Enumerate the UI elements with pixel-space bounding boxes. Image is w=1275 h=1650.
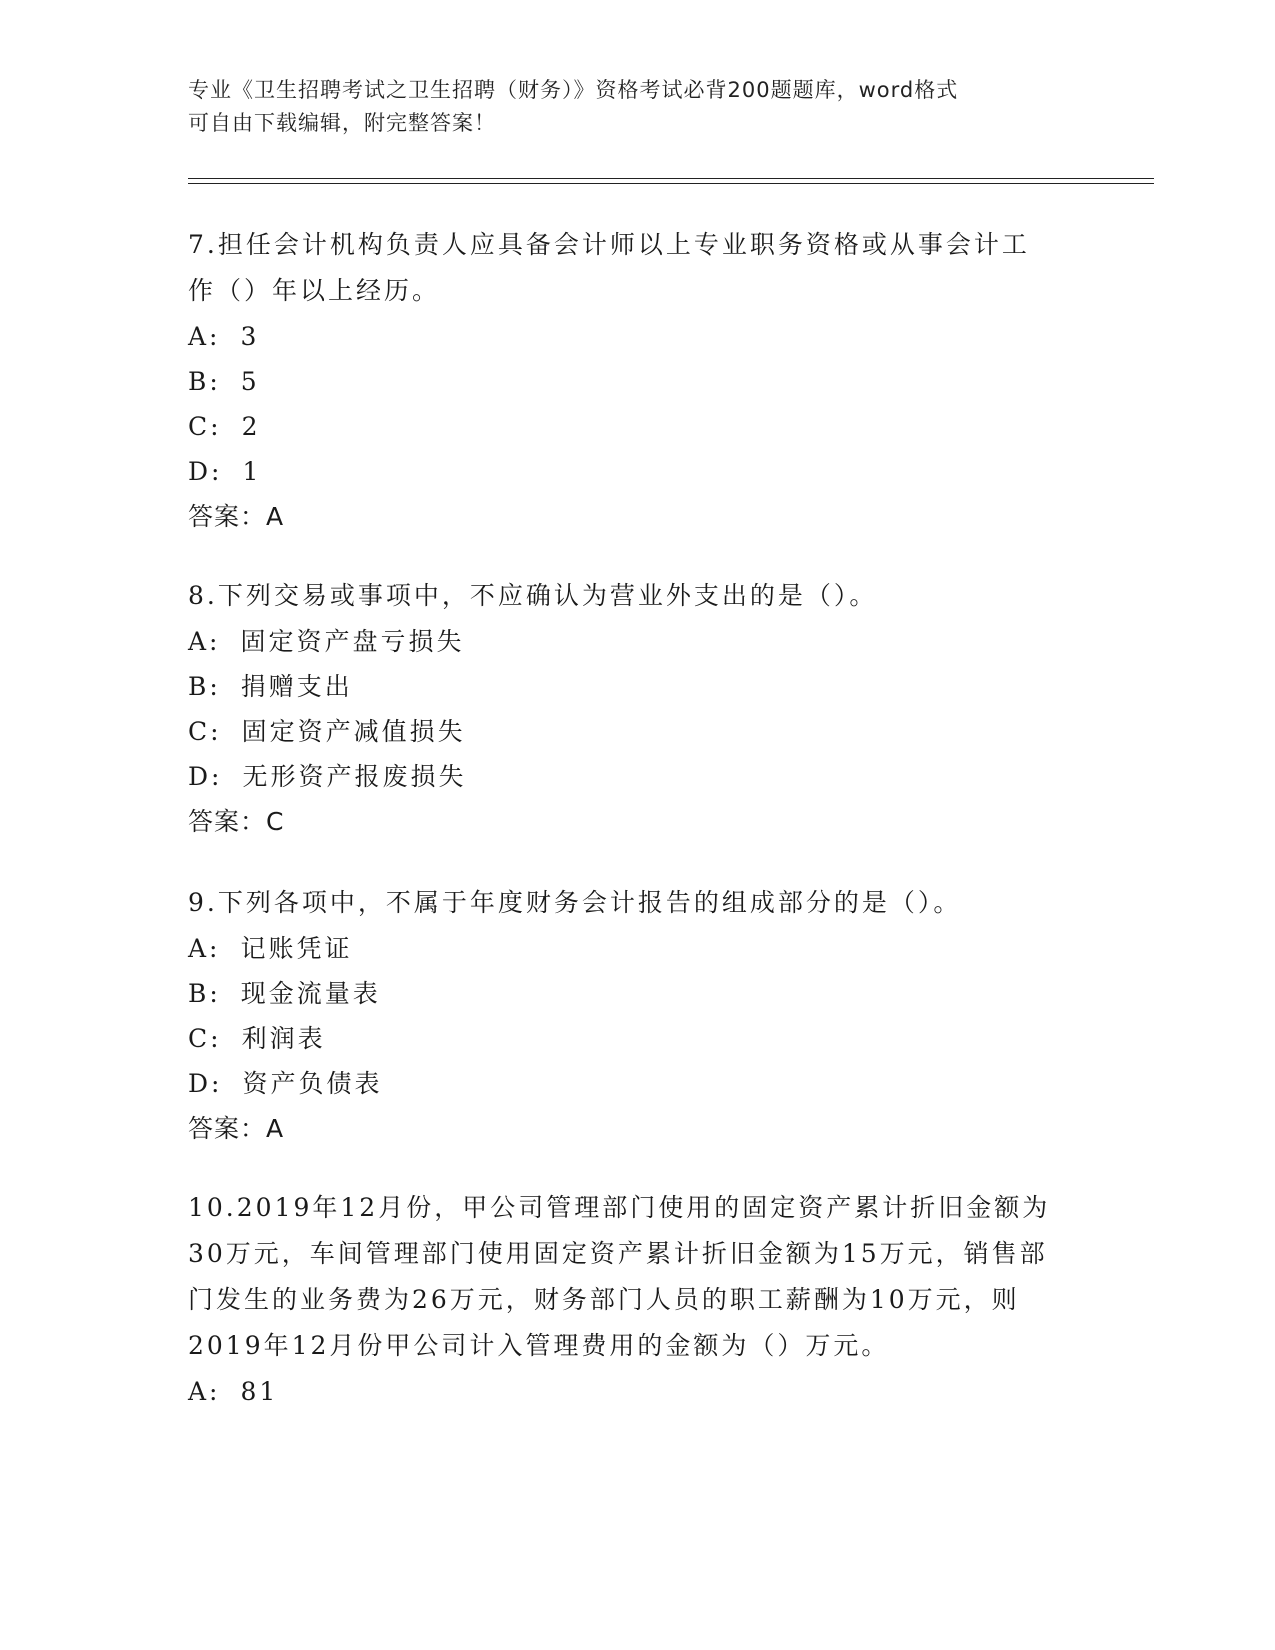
question-7 [188, 222, 1088, 539]
stem-line: 2019年12月份甲公司计入管理费用的金额为（）万元。 [188, 1331, 890, 1360]
stem-line: 8.下列交易或事项中，不应确认为营业外支出的是（）。 [188, 581, 878, 610]
option-letter: A: [188, 627, 221, 656]
option-c [188, 709, 1088, 754]
question-9 [188, 880, 1088, 1151]
option-a [188, 1369, 1088, 1414]
option-letter: B: [188, 672, 221, 701]
question-10 [188, 1185, 1088, 1414]
option-b [188, 971, 1088, 1016]
option-a [188, 619, 1088, 664]
option-letter: C: [188, 1024, 222, 1053]
option-text: 资产负债表 [242, 1069, 383, 1098]
header-line-2: 可自由下载编辑，附完整答案！ [188, 111, 496, 135]
option-text: 固定资产盘亏损失 [240, 627, 465, 656]
option-d [188, 1061, 1088, 1106]
answer-line: 答案：C [188, 807, 285, 836]
option-b [188, 359, 1088, 404]
option-text: 利润表 [241, 1024, 326, 1053]
option-d [188, 449, 1088, 494]
option-letter: C: [188, 412, 222, 441]
option-a [188, 926, 1088, 971]
question-stem [188, 1185, 1088, 1369]
option-letter: D: [188, 762, 223, 791]
option-letter: B: [188, 367, 221, 396]
option-text: 5 [240, 367, 260, 396]
stem-line: 7.担任会计机构负责人应具备会计师以上专业职务资格或从事会计工 [188, 230, 1030, 259]
stem-line: 9.下列各项中，不属于年度财务会计报告的组成部分的是（）。 [188, 888, 962, 917]
document-header [188, 74, 1088, 140]
header-divider-top [188, 178, 1154, 179]
option-letter: A: [188, 322, 221, 351]
option-text: 捐赠支出 [240, 672, 353, 701]
option-letter: C: [188, 717, 222, 746]
option-b [188, 664, 1088, 709]
option-text: 2 [241, 412, 261, 441]
stem-line: 作（）年以上经历。 [188, 276, 441, 305]
header-divider-bottom [188, 183, 1154, 184]
option-letter: B: [188, 979, 221, 1008]
option-a [188, 314, 1088, 359]
option-letter: D: [188, 1069, 223, 1098]
header-line-1: 专业《卫生招聘考试之卫生招聘（财务）》资格考试必背200题题库，word格式 [188, 78, 959, 102]
question-8 [188, 573, 1088, 844]
option-c [188, 404, 1088, 449]
stem-line: 门发生的业务费为26万元，财务部门人员的职工薪酬为10万元，则 [188, 1285, 1020, 1314]
stem-line: 10.2019年12月份，甲公司管理部门使用的固定资产累计折旧金额为 [188, 1193, 1051, 1222]
option-text: 记账凭证 [240, 934, 353, 963]
question-stem [188, 880, 1088, 926]
stem-line: 30万元，车间管理部门使用固定资产累计折旧金额为15万元，销售部 [188, 1239, 1048, 1268]
option-text: 固定资产减值损失 [241, 717, 466, 746]
option-letter: A: [188, 934, 221, 963]
question-stem [188, 573, 1088, 619]
answer-line: 答案：A [188, 502, 285, 531]
option-text: 无形资产报废损失 [242, 762, 467, 791]
option-c [188, 1016, 1088, 1061]
option-text: 3 [240, 322, 260, 351]
option-letter: A: [188, 1377, 221, 1406]
option-letter: D: [188, 457, 223, 486]
answer-line: 答案：A [188, 1114, 285, 1143]
question-stem [188, 222, 1088, 314]
option-d [188, 754, 1088, 799]
option-text: 1 [242, 457, 262, 486]
option-text: 现金流量表 [240, 979, 381, 1008]
option-text: 81 [240, 1377, 279, 1406]
